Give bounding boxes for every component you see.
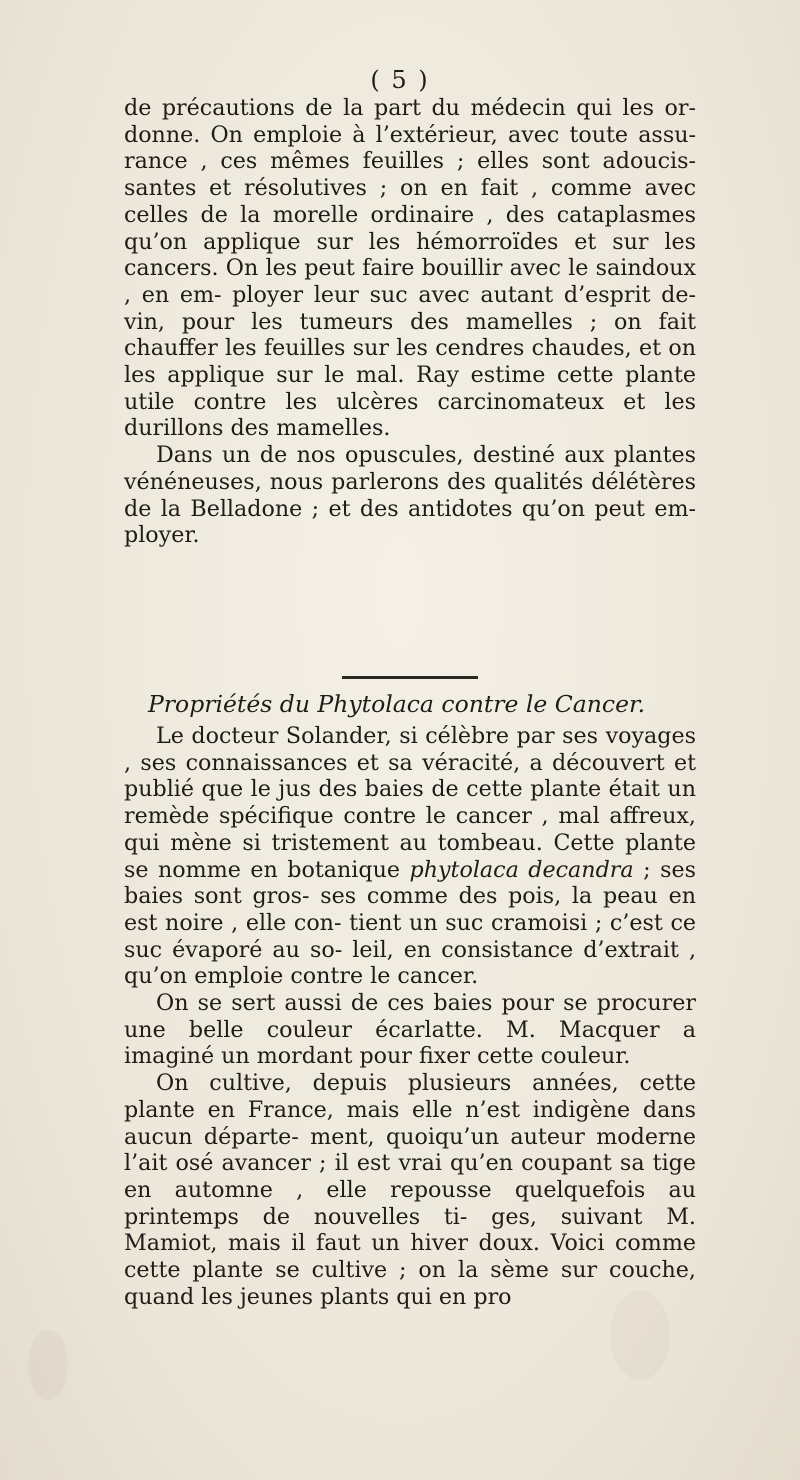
- section-divider: [342, 676, 478, 679]
- body-text-top: [124, 95, 696, 549]
- paragraph-culture: On cultive, depuis plusieurs années, cette plante en France, mais elle n’est indigène dans aucun départe- ment, quoiqu’un auteur moderne l’ait osé avancer ; il est vrai qu’en coupant sa tige en automne , elle repousse quelquefois au printemps de nouvelles ti- ges, suivant M. Mamiot, mais il faut un hiver doux. Voici comme cette plante se cultive ; on la sème sur couche, quand les jeunes plants qui en pro: [124, 1070, 696, 1310]
- paragraph-couleur: On se sert aussi de ces baies pour se procurer une belle couleur écarlatte. M. Macquer a imaginé un mordant pour fixer cette couleur.: [124, 990, 696, 1070]
- paragraph-solander: [124, 723, 696, 990]
- page-number: ( 5 ): [370, 66, 430, 94]
- solander-text-1: Le docteur Solander, si célèbre par ses voyages , ses connaissances et sa véracité, a découvert et publié que le jus des baies de cette plante était un remède spécifique contre le cancer , mal affreux, qui mène si tristement au tombeau. Cette plante se nomme en botanique: [124, 723, 696, 883]
- paragraph-belladone: Dans un de nos opuscules, destiné aux plantes vénéneuses, nous parlerons des qualités délétères de la Belladone ; et des antidotes qu’on peut em- ployer.: [124, 442, 696, 549]
- section-heading: [124, 689, 696, 719]
- botanical-name: phytolaca decandra: [409, 856, 634, 883]
- body-text-bottom: [124, 723, 696, 1310]
- solander-text-2: ; ses baies sont gros- ses comme des pois, la peau en est noire , elle con- tient un suc cramoisi ; c’est ce suc évaporé au so- leil, en consistance d’extrait , qu’on emploie contre le cancer.: [124, 856, 697, 990]
- paragraph-continuation: de précautions de la part du médecin qui les or- donne. On emploie à l’extérieur, avec toute assu- rance , ces mêmes feuilles ; elles sont adoucis- santes et résolutives ; on en fait , comme avec celles de la morelle ordinaire , des cataplasmes qu’on applique sur les hémorroïdes et sur les cancers. On les peut faire bouillir avec le saindoux , en em- ployer leur suc avec autant d’esprit de-vin, pour les tumeurs des mamelles ; on fait chauffer les feuilles sur les cendres chaudes, et on les applique sur le mal. Ray estime cette plante utile contre les ulcères carcinomateux et les durillons des mamelles.: [124, 95, 696, 442]
- section-heading-text: Propriétés du Phytolaca contre le Cancer.: [148, 690, 646, 718]
- paper-stain: [28, 1330, 68, 1400]
